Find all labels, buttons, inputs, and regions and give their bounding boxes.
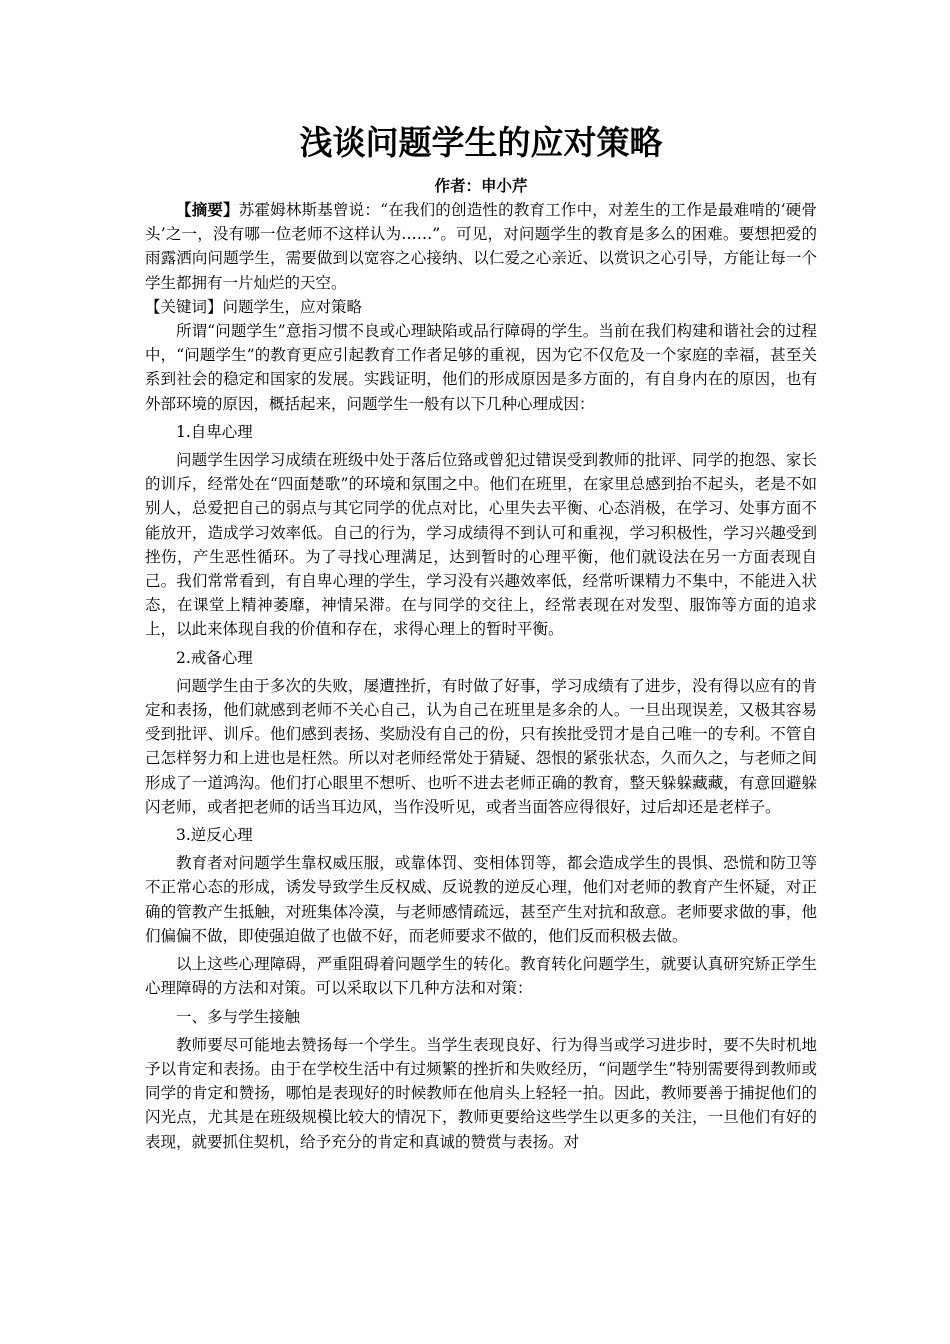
- section-body-inferiority: 问题学生因学习成绩在班级中处于落后位臵或曾犯过错误受到教师的批评、同学的抱怨、家长的训斥，经常处在“四面楚歌”的环境和氛围之中。他们在班里，在家里总感到抬不起头，老是不如别人，总爱把自己的弱点与其它同学的优点对比，心里失去平衡、心态消极，在学习、处事方面不能放开，造成学习效率低。自己的行为，学习成绩得不到认可和重视，学习积极性，学习兴趣受到挫伤，产生恶性循环。为了寻找心理满足，达到暂时的心理平衡，他们就设法在另一方面表现自己。我们常常看到，有自卑心理的学生，学习没有兴趣效率低，经常听课精力不集中，不能进入状态，在课堂上精神萎靡，神情呆滞。在与同学的交往上，经常表现在对发型、服饰等方面的追求上，以此来体现自我的价值和存在，求得心理上的暂时平衡。: [145, 451, 817, 639]
- section-body-rebellious: 教育者对问题学生靠权威压服，或靠体罚、变相体罚等，都会造成学生的畏惧、恐慌和防卫等不正常心态的形成，诱发导致学生反权威、反说教的逆反心理，他们对老师的教育产生怀疑，对正确的管教产生抵触，对班集体冷漠，与老师感情疏远，甚至产生对抗和敌意。老师要求做的事，他们偏偏不做，即使强迫做了也做不好，而老师要求不做的，他们反而积极去做。: [145, 854, 817, 945]
- author-line: 作者：申小芹: [434, 176, 528, 195]
- intro-paragraph: 所谓“问题学生”意指习惯不良或心理缺陷或品行障碍的学生。当前在我们构建和谐社会的过程中，“问题学生”的教育更应引起教育工作者足够的重视，因为它不仅危及一个家庭的幸福，甚至关系到社会的稳定和国家的发展。实践证明，他们的形成原因是多方面的，有自身内在的原因，也有外部环境的原因，概括起来，问题学生一般有以下几种心理成因：: [145, 322, 817, 413]
- keywords-paragraph: [145, 295, 817, 319]
- keywords-text: 问题学生，应对策略: [222, 297, 363, 316]
- section-body-guarded: 问题学生由于多次的失败，屡遭挫折，有时做了好事，学习成绩有了进步，没有得以应有的肯定和表扬，他们就感到老师不关心自己，认为自己在班里是多余的人。一旦出现误差，又极其容易受到批评、训斥。他们感到表扬、奖励没有自己的份，只有挨批受罚才是自己唯一的专利。不管自己怎样努力和上进也是枉然。所以对老师经常处于猜疑、怨恨的紧张状态，久而久之，与老师之间形成了一道鸿沟。他们打心眼里不想听、也听不进去老师正确的教育，整天躲躲藏藏，有意回避躲闪老师，或者把老师的话当耳边风，当作没听见，或者当面答应得很好，过后却还是老样子。: [145, 676, 817, 816]
- section-heading-inferiority: 1.自卑心理: [176, 422, 253, 441]
- strategy-body-contact: 教师要尽可能地去赞扬每一个学生。当学生表现良好、行为得当或学习进步时，要不失时机地予以肯定和表扬。由于在学校生活中有过频繁的挫折和失败经历，“问题学生”特别需要得到教师或同学的肯定和赞扬，哪怕是表现好的时候教师在他肩头上轻轻一拍。因此，教师要善于捕捉他们的闪光点，尤其是在班级规模比较大的情况下，教师更要给这些学生以更多的关注，一旦他们有好的表现，就要抓住契机，给予充分的肯定和真诚的赞赏与表扬。对: [145, 1035, 817, 1151]
- abstract-paragraph: [145, 198, 817, 295]
- transition-paragraph: 以上这些心理障碍，严重阻碍着问题学生的转化。教育转化问题学生，就要认真研究矫正学生心理障碍的方法和对策。可以采取以下几种方法和对策：: [145, 955, 817, 998]
- document-page: [145, 118, 817, 1154]
- keywords-tag: 【关键词】: [145, 297, 223, 316]
- abstract-tag: 【摘要】: [176, 200, 239, 219]
- abstract-text: 苏霍姆林斯基曾说：“在我们的创造性的教育工作中，对差生的工作是最难啃的‘硬骨头’之一，没有哪一位老师不这样认为……”。可见，对问题学生的教育是多么的困难。要想把爱的雨露洒向问题学生，需要做到以宽容之心接纳、以仁爱之心亲近、以赏识之心引导，方能让每一个学生都拥有一片灿烂的天空。: [145, 201, 817, 292]
- strategy-heading-contact: 一、多与学生接触: [176, 1007, 301, 1026]
- section-heading-rebellious: 3.逆反心理: [176, 826, 253, 845]
- section-heading-guarded: 2.戒备心理: [176, 648, 253, 667]
- document-title: 浅谈问题学生的应对策略: [299, 123, 663, 162]
